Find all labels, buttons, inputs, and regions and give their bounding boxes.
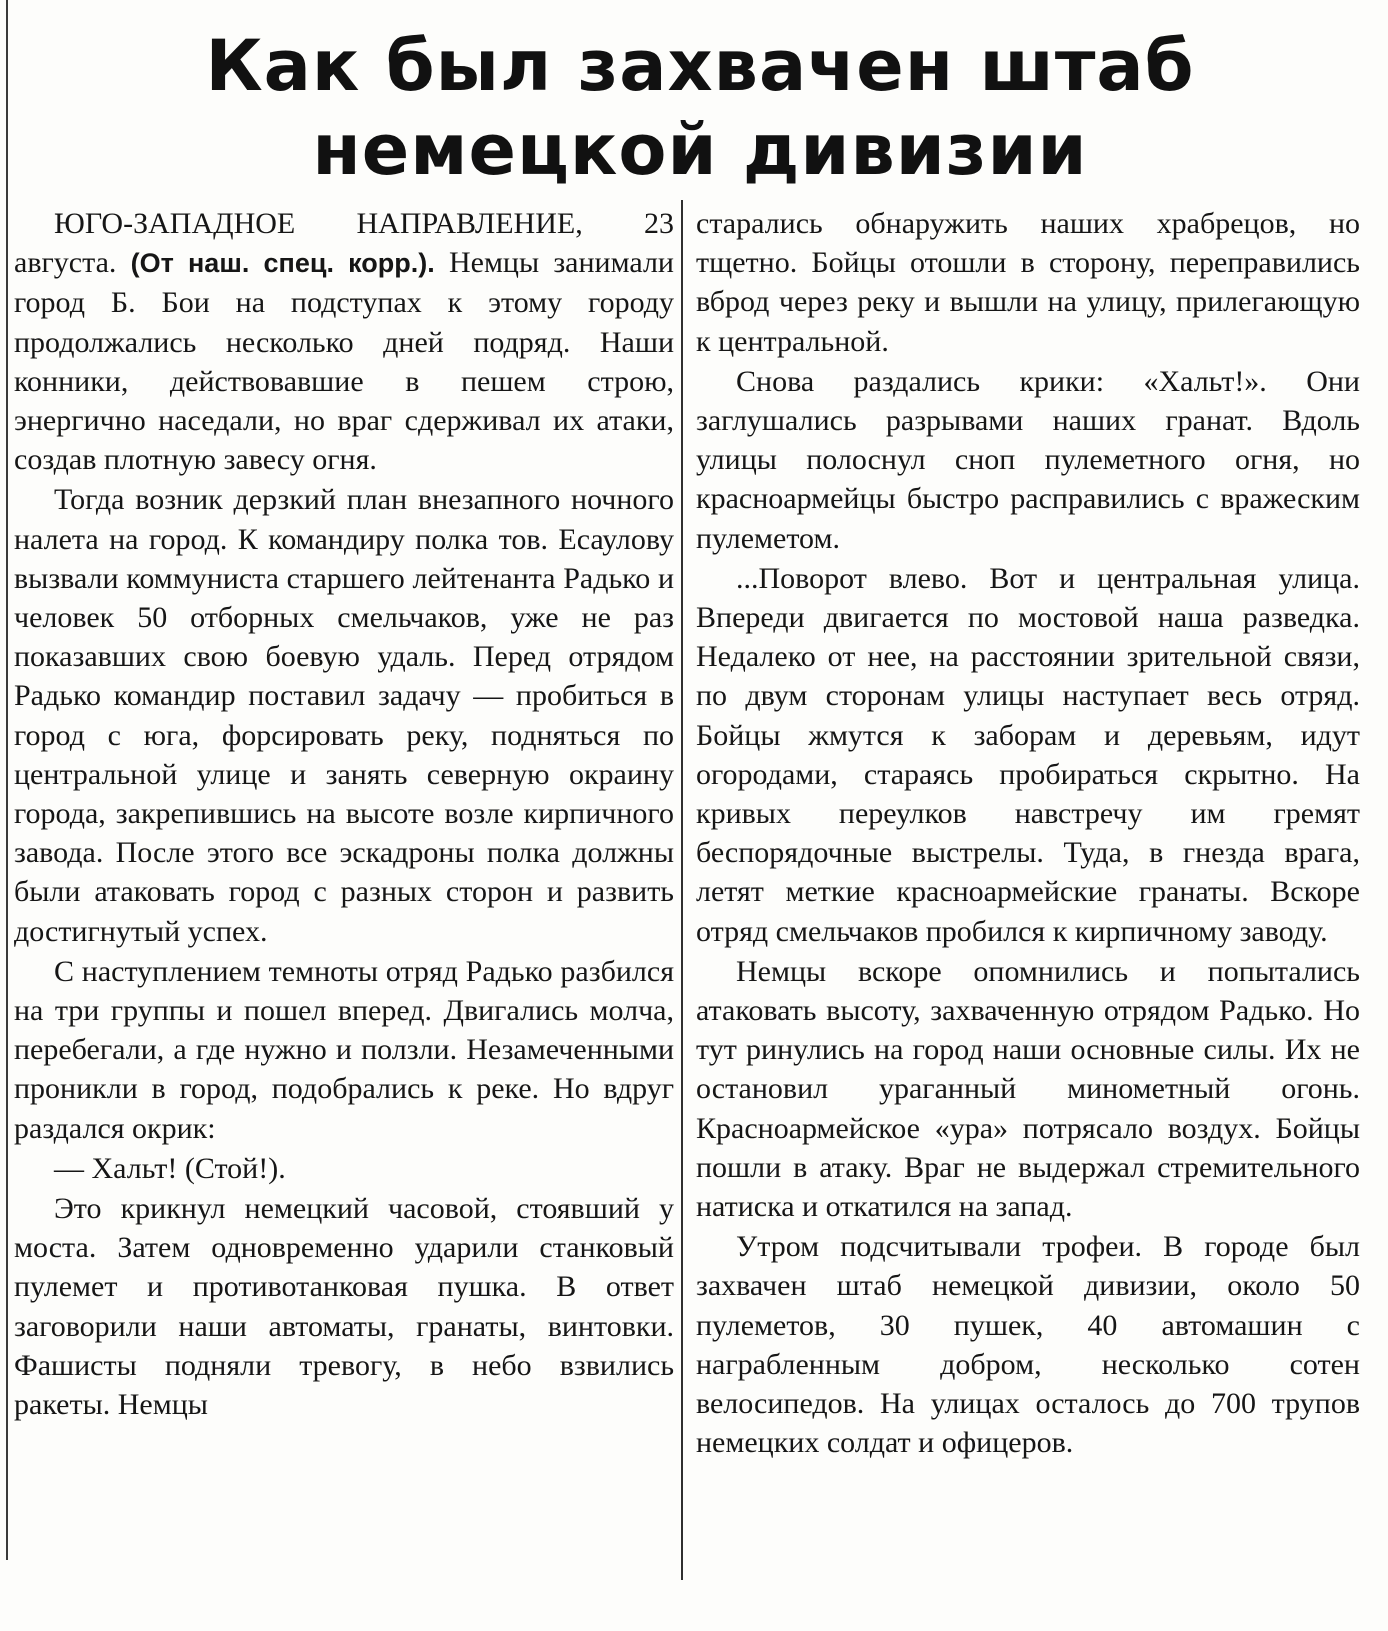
paragraph-7: ...Поворот влево. Вот и центральная улица. Впереди двигается по мостовой наша разведка. Недалеко от нее, на расстоянии зрительной связи, по двум сторонам улицы наступает весь отряд. Бойцы жмутся к заборам и деревьям, идут огородами, стараясь пробираться скрытно. На кривых переулков навстречу им гремят беспорядочные выстрелы. Туда, в гнезда врага, летят меткие красноармейские гранаты. Вскоре отряд смельчаков пробился к кирпичному заводу. [696,561,1360,948]
source-credit: (От наш. спец. корр.). [130,248,435,279]
paragraph-1 [14,204,674,479]
article-column-right [696,204,1360,1464]
column-divider [681,200,683,1580]
paragraph-8: Немцы вскоре опомнились и попытались атаковать высоту, захваченную отрядом Радько. Но тут ринулись на город наши основные силы. Их не остановил ураганный минометный огонь. Красноармейское «ура» потрясало воздух. Бойцы пошли в атаку. Враг не выдержал стремительного натиска и откатился на запад. [696,954,1360,1224]
dateline: ЮГО-ЗАПАДНОЕ НАПРАВЛЕНИЕ, 23 августа. [14,207,674,280]
paragraph-5-continued: старались обнаружить наших храбрецов, но тщетно. Бойцы отошли в сторону, переправились вброд через реку и вышли на улицу, прилегающую к центральной. [696,207,1360,358]
paragraph-1-text: Немцы занимали город Б. Бои на подступах к этому городу продолжались несколько дней подряд. Наши конники, действовавшие в пешем строю, энергично наседали, но враг сдерживал их атаки, создав плотную завесу огня. [14,246,674,477]
headline-line-1: Как был захвачен штаб [205,25,1195,107]
paragraph-9: Утром подсчитывали трофеи. В городе был захвачен штаб немецкой дивизии, около 50 пулеметов, 30 пушек, 40 автомашин с награбленным добром, несколько сотен велосипедов. На улицах осталось до 700 трупов немецких солдат и офицеров. [696,1230,1360,1460]
paragraph-3: С наступлением темноты отряд Радько разбился на три группы и пошел вперед. Двигались молча, перебегали, а где нужно и ползли. Незамеченными проникли в город, подобрались к реке. Но вдруг раздался окрик: [14,954,674,1145]
paragraph-5: Это крикнул немецкий часовой, стоявший у моста. Затем одновременно ударили станковый пулемет и противотанковая пушка. В ответ заговорили наши автоматы, гранаты, винтовки. Фашисты подняли тревогу, в небо взвились ракеты. Немцы [14,1192,674,1422]
article-column-left [14,204,674,1425]
paragraph-4: — Хальт! (Стой!). [54,1151,286,1185]
paragraph-6: Снова раздались крики: «Хальт!». Они заглушались разрывами наших гранат. Вдоль улицы полоснул сноп пулеметного огня, но красноармейцы быстро расправились с вражеским пулеметом. [696,364,1360,555]
headline-line-2: немецкой дивизии [312,109,1088,191]
article-headline [40,24,1360,192]
paragraph-2: Тогда возник дерзкий план внезапного ночного налета на город. К командиру полка тов. Есаулову вызвали коммуниста старшего лейтенанта Радько и человек 50 отборных смельчаков, уже не раз показавших свою боевую удаль. Перед отрядом Радько командир поставил задачу — пробиться в город с юга, форсировать реку, подняться по центральной улице и занять северную окраину города, закрепившись на высоте возле кирпичного завода. После этого все эскадроны полка должны были атаковать город с разных сторон и развить достигнутый успех. [14,483,674,948]
page-edge-rule [6,0,8,1560]
